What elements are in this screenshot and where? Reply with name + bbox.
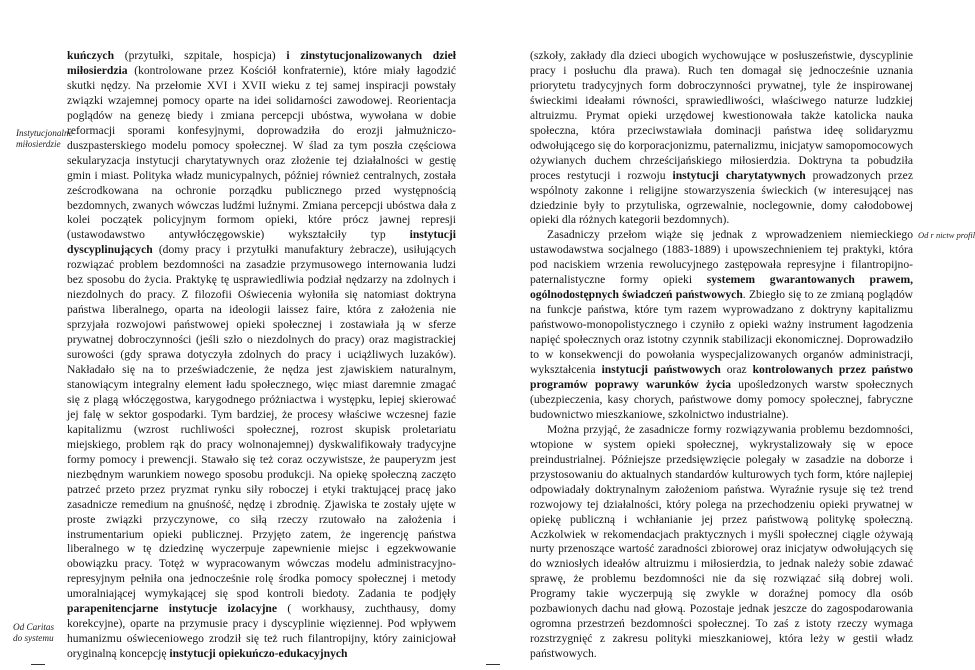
bold-term: kuńczych	[67, 49, 115, 62]
footer-rule-left	[31, 664, 45, 665]
bold-term: i zinstytucjonalizowanych dzieł miłosierdzia	[67, 49, 456, 77]
margin-note-caritas: Od Caritas do systemu	[13, 622, 55, 643]
text-run: (domy pracy i przytułki manufaktury żebracze), usiłujących rozwiązać problem bezdomności na zasadzie przymusowego internowania ludzi bez sposobu do życia. Praktykę tę usprawiedliwia podział nędzarzy na zdolnych i niezdolnych do pracy. Z filozofii Oświecenia wyłoniła się natomiast doktryna państwa liberalnego, oparta na ideologii laissez faire, która z założenia nie sprzyjała rozwojowi państwowej opieki społecznej i zostawiała ją w sferze prywatnej dobroczynności (jeśli szło o niezdolnych do pracy) oraz magistrackiej surowości (gdy sprawa dotyczyła zdolnych do pracy i uciążliwych luzaków). Nakładało się na to przeświadczenie, że nędza jest zjawiskiem naturalnym, stanowiącym integralny element ładu społecznego, więc miast daremnie zmagać się z plagą włóczęgostwa, karygodnego próżniactwa i występku, lepiej skierować jej falę w sektor gospodarki. Tym bardziej, że procesy właściwe wczesnej fazie kapitalizmu (wzrost ruchliwości społecznej, rozrost skupisk proletariatu miejskiego, problem rąk do pracy wolnonajemnej) dyskwalifikowały tradycyjne formy pomocy i prewencji. Stawało się też coraz oczywistsze, że pauperyzm jest niezbędnym warunkiem nowego sposobu produkcji. Na opiekę społeczną zaczęto patrzeć przeto przez pryzmat rynku siły roboczej i etyki traktującej pracę jako zasadnicze remedium na gnuśność, nędzę i zbrodnię. Zjawiska te zostały ujęte w proste związki przyczynowe, co siłą rzeczy rzutowało na założenia i instrumentarium opieki publicznej. Przyjęto zatem, że ingerencję państwa liberalnego w tę dziedzinę wyczerpuje zapewnienie miejsc i egzekwowanie obowiązku pracy. Totęż w wypracowanym wówczas modelu administracyjno-represyjnym pełniła ona jednocześnie rolę środka pomocy społecznej i metody umoralniającej wymykającej się spod kontroli biedoty. Zadania te podjęły	[67, 243, 456, 601]
text-run: (przytułki, szpitale, hospicja)	[114, 49, 287, 62]
right-paragraph-2	[530, 228, 913, 422]
right-paragraph-1	[530, 49, 913, 228]
right-paragraph-3: Można przyjąć, że zasadnicze formy rozwiązywania problemu bezdomności, wtopione w system opieki społecznej, wykrystalizowały się w epoce preindustrialnej. Późniejsze przedsięwzięcie polegały w zasadzie na doborze i przystosowaniu do aktualnych standardów kulturowych tych form, które najlepiej odpowiadały doktrynalnym założeniom państwa. Wyraźnie rysuje się też trend rozwojowy tej działalności, który polega na przechodzeniu opieki prywatnej w opiekę publiczną i wchłanianie jej przez państwową politykę społeczną. Aczkolwiek w rekomendacjach praktycznych i myśli społecznej ciągle ożywają nurty przenoszące wartość zaradności zbiorowej oraz inicjatyw odwołujących się do wzniosłych ideałów altruizmu i miłosierdzia, to jednak należy sobie zdawać sprawę, że problemu bezdomności nie da się rozwiązać siłą dobrej woli. Programy takie wyczerpują się zwykle w doraźnej pomocy dla osób pozbawionych dachu nad głową. Pozostaje jednak jeszcze do zagospodarowania ogromna przestrzeń bezdomności społecznej. To zaś z istoty rzeczy wymaga rozstrzygnięć z zakresu polityki mieszkaniowej, która leży w gestii władz państwowych.	[530, 422, 913, 661]
text-run: . Zbiegło się to ze zmianą poglądów na funkcje państwa, które tym razem wyprowadzano z doktryny kapitalizmu państwowo-monopolistycznego i czyniło z opieki ważny instrument łagodzenia napięć społecznych oraz istotny czynnik stabilizacji ekonomicznej. Doprowadziło to w konsekwencji do powołania wyspecjalizowanych organów administracji, wykształcenia	[530, 288, 913, 377]
text-run: oraz	[720, 363, 753, 377]
bold-term: kontrolowanych przez państwo programów poprawy warunków życia	[530, 363, 913, 391]
text-run: prowadzonych przez wspólnoty zakonne i religijne stowarzyszenia świeckich (w interesującej nas dziedzinie były to przytuliska, ogrzewalnie, noclegownie, domy całodobowej opieki dla różnych kategorii bezdomnych).	[530, 168, 913, 227]
margin-note-right-cropped: Od r nictw profil	[918, 230, 975, 240]
bold-term: instytucji dyscyplinujących	[67, 228, 456, 257]
left-text-column	[67, 49, 456, 662]
left-paragraph-1	[67, 49, 456, 662]
right-text-column	[530, 49, 913, 662]
text-run: ( workhausy, zuchthausy, domy korekcyjne), oparte na przymusie pracy i dyscyplinie więziennej. Pod wpływem humanizmu oświeceniowego zrodził się też ruch filantropijny, który zainicjował oryginalną koncepcję	[67, 602, 457, 661]
margin-note-instytucjonalne: Instytucjonalne miłosierdzie	[16, 128, 73, 149]
bold-term: parapenitencjarne instytucje izolacyjne	[67, 602, 278, 616]
text-run: upośledzonych warstw społecznych (ubezpieczenia, kasy chorych, państwowe domy pomocy społecznej, fabryczne budownictwo mieszkaniowe, szkolnictwo industrialne).	[530, 377, 913, 421]
bold-term: instytucji państwowych	[601, 363, 721, 377]
bold-term: instytucji charytatywnych	[672, 168, 806, 182]
footer-rule-right	[486, 664, 500, 665]
bold-term: instytucji opiekuńczo-edukacyjnych	[169, 647, 348, 661]
text-run: Zasadniczy przełom wiąże się jednak z wprowadzeniem niemieckiego ustawodawstwa socjalnego (1883-1889) i upowszechnieniem tej praktyki, która pod naciskiem wrzenia rewolucyjnego zastępowała represyjne i filantropijno-paternalistyczne formy opieki	[530, 228, 913, 287]
text-run: (kontrolowane przez Kościół konfraternie), które miały łagodzić skutki nędzy. Na przełomie XVI i XVII wieku z tej samej inspiracji powstały związki wzajemnej pomocy oparte na idei solidarności zawodowej. Reorientacja poglądów na genezę biedy i zmiana percepcji ubóstwa, wywołana w dobie reformacji sporami konfesyjnymi, doprowadziła do erozji jałmużniczo-duszpasterskiego modelu pomocy społecznej. W ślad za tym poszła częściowa sekularyzacja instytucji charytatywnych oraz złożenie tej działalności w gestię gmin i miast. Polityka władz municypalnych, później również centralnych, została ześcrodkowana na ochronie porządku publicznego przed występnością bezdomnych, zwanych wówczas ludźmi luźnymi. Zmiana percepcji ubóstwa dała z kolei początek policyjnym formom opieki, które prócz jawnej represji (ustawodawstwo antywłóczęgowskie) wykształciły typ	[67, 63, 456, 242]
bold-term: systemem gwarantowanych prawem, ogólnodostępnych świadczeń państwowych	[530, 273, 914, 302]
text-run: (szkoły, zakłady dla dzieci ubogich wychowujące w posłuszeństwie, dyscyplinie pracy i posłuchu dla prawa). Ruch ten domagał się jednocześnie uznania priorytetu tradycyjnych form dobroczynności prywatnej, tyle że inspirowanej świeckimi ideałami równości, sprawiedliwości, właściwego naturze ludzkiej altruizmu. Prymat opieki urzędowej kwestionowała także katolicka nauka społeczna, która przeciwstawiała dominacji państwa ideę solidaryzmu odwołującego się do korporacjonizmu, paternalizmu, inicjatyw samopomocowych ożywianych duchem chrześcijańskiego miłosierdzia. Doktryna ta pobudziła proces restytucji i rozwoju	[530, 49, 913, 182]
